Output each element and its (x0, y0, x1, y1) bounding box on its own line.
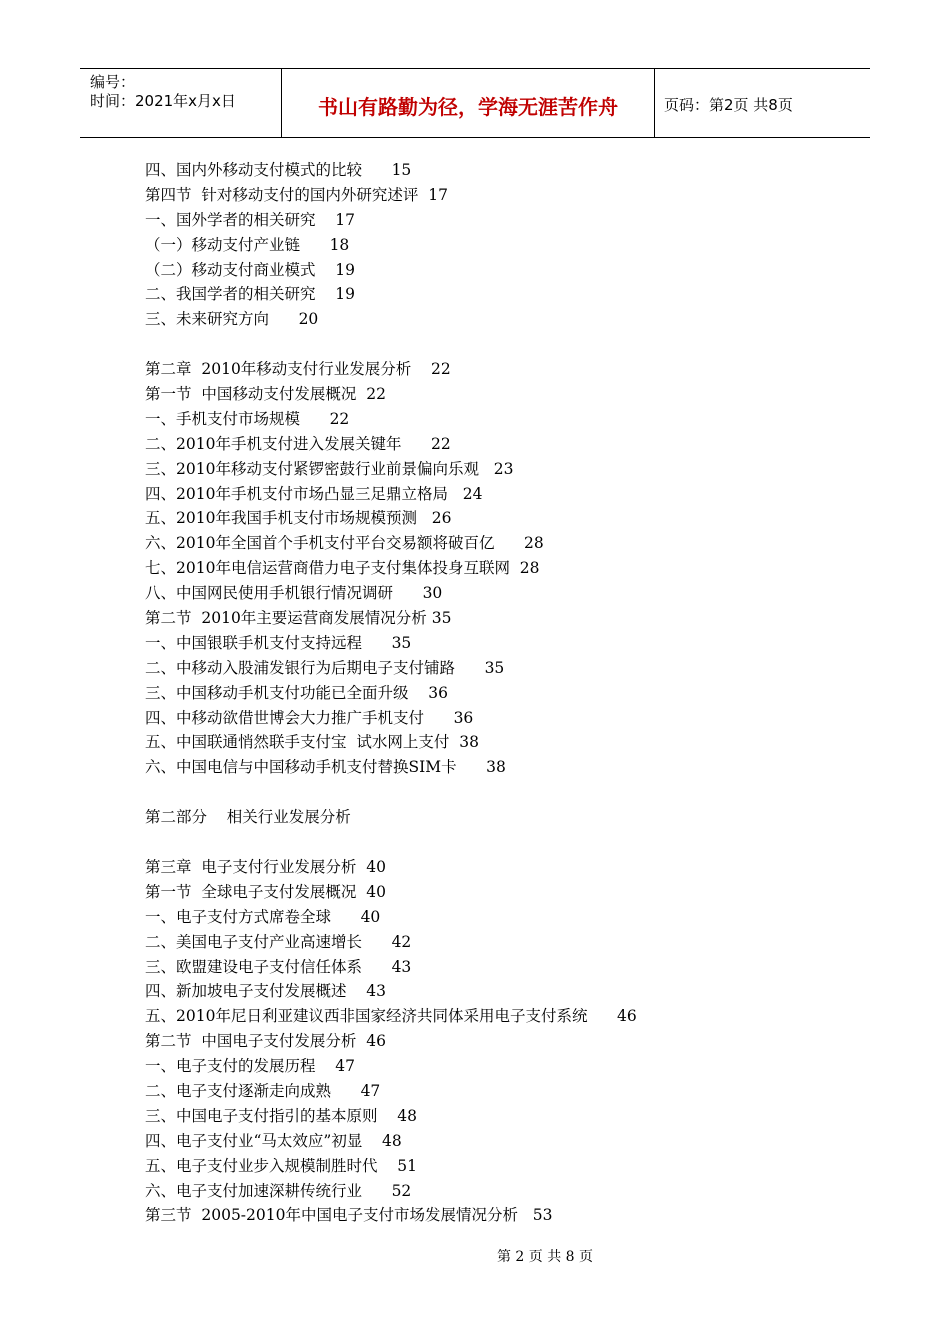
toc-entry (145, 830, 845, 855)
toc-entry: 一、中国银联手机支付支持远程 35 (145, 633, 412, 652)
toc-entry: 五、电子支付业步入规模制胜时代 51 (145, 1156, 417, 1175)
footer-page-number: 第 2 页 共 8 页 (496, 1249, 594, 1265)
toc-entry: 六、中国电信与中国移动手机支付替换SIM卡 38 (145, 758, 506, 777)
toc-entry: 第三章 电子支付行业发展分析 40 (145, 857, 386, 876)
toc-entry: 二、电子支付逐渐走向成熟 47 (145, 1081, 381, 1100)
toc-entry: （一）移动支付产业链 18 (145, 235, 350, 254)
page-footer (0, 1246, 950, 1266)
document-date: 时间：2021年x月x日 (90, 92, 236, 110)
toc-entry (145, 332, 845, 357)
toc-entry: 五、中国联通悄然联手支付宝 试水网上支付 38 (145, 733, 479, 752)
toc-entry: 一、国外学者的相关研究 17 (145, 210, 355, 229)
page-header (80, 68, 870, 138)
toc-entry: 四、新加坡电子支付发展概述 43 (145, 982, 386, 1001)
toc-entry: 三、欧盟建设电子支付信任体系 43 (145, 957, 412, 976)
header-left-cell (80, 69, 280, 137)
toc-entry: 五、2010年我国手机支付市场规模预测 26 (145, 509, 452, 528)
toc-entry: 六、2010年全国首个手机支付平台交易额将破百亿 28 (145, 534, 544, 553)
toc-entry: 七、2010年电信运营商借力电子支付集体投身互联网 28 (145, 559, 540, 578)
toc-entry: 三、中国电子支付指引的基本原则 48 (145, 1106, 417, 1125)
toc-entry: 四、中移动欲借世博会大力推广手机支付 36 (145, 708, 474, 727)
toc-entry: 二、2010年手机支付进入发展关键年 22 (145, 434, 451, 453)
toc-entry: 三、中国移动手机支付功能已全面升级 36 (145, 683, 448, 702)
toc-entry: 六、电子支付加速深耕传统行业 52 (145, 1181, 412, 1200)
toc-entry: 二、中移动入股浦发银行为后期电子支付铺路 35 (145, 658, 505, 677)
toc-entry: 四、2010年手机支付市场凸显三足鼎立格局 24 (145, 484, 483, 503)
toc-entry (145, 780, 845, 805)
toc-entry: 第二章 2010年移动支付行业发展分析 22 (145, 360, 451, 379)
toc-entry: 一、电子支付的发展历程 47 (145, 1057, 355, 1076)
toc-entry: 一、手机支付市场规模 22 (145, 409, 350, 428)
toc-entry: 第三节 2005-2010年中国电子支付市场发展情况分析 53 (145, 1206, 553, 1225)
toc-entry: （二）移动支付商业模式 19 (145, 260, 355, 279)
table-of-contents (145, 158, 845, 1228)
header-right-cell (654, 69, 870, 137)
toc-entry: 第一节 全球电子支付发展概况 40 (145, 882, 386, 901)
toc-entry: 第四节 针对移动支付的国内外研究述评 17 (145, 185, 448, 204)
document-number-label: 编号： (90, 73, 136, 91)
toc-entry: 四、电子支付业“马太效应”初显 48 (145, 1131, 402, 1150)
toc-entry: 二、我国学者的相关研究 19 (145, 285, 355, 304)
header-motto-cell (281, 69, 655, 137)
toc-entry: 第二部分 相关行业发展分析 (145, 808, 351, 827)
toc-entry: 三、2010年移动支付紧锣密鼓行业前景偏向乐观 23 (145, 459, 514, 478)
motto: 书山有路勤为径，学海无涯苦作舟 (318, 95, 618, 119)
toc-entry: 二、美国电子支付产业高速增长 42 (145, 932, 412, 951)
toc-entry: 第二节 2010年主要运营商发展情况分析 35 (145, 609, 452, 628)
toc-entry: 三、未来研究方向 20 (145, 310, 319, 329)
toc-entry: 四、国内外移动支付模式的比较 15 (145, 161, 412, 179)
toc-entry: 第一节 中国移动支付发展概况 22 (145, 385, 386, 404)
toc-entry: 五、2010年尼日利亚建议西非国家经济共同体采用电子支付系统 46 (145, 1007, 637, 1026)
toc-entry: 第二节 中国电子支付发展分析 46 (145, 1032, 386, 1051)
toc-entry: 一、电子支付方式席卷全球 40 (145, 907, 381, 926)
page-number-info: 页码：第2页 共8页 (664, 96, 793, 114)
toc-entry: 八、中国网民使用手机银行情况调研 30 (145, 584, 443, 603)
